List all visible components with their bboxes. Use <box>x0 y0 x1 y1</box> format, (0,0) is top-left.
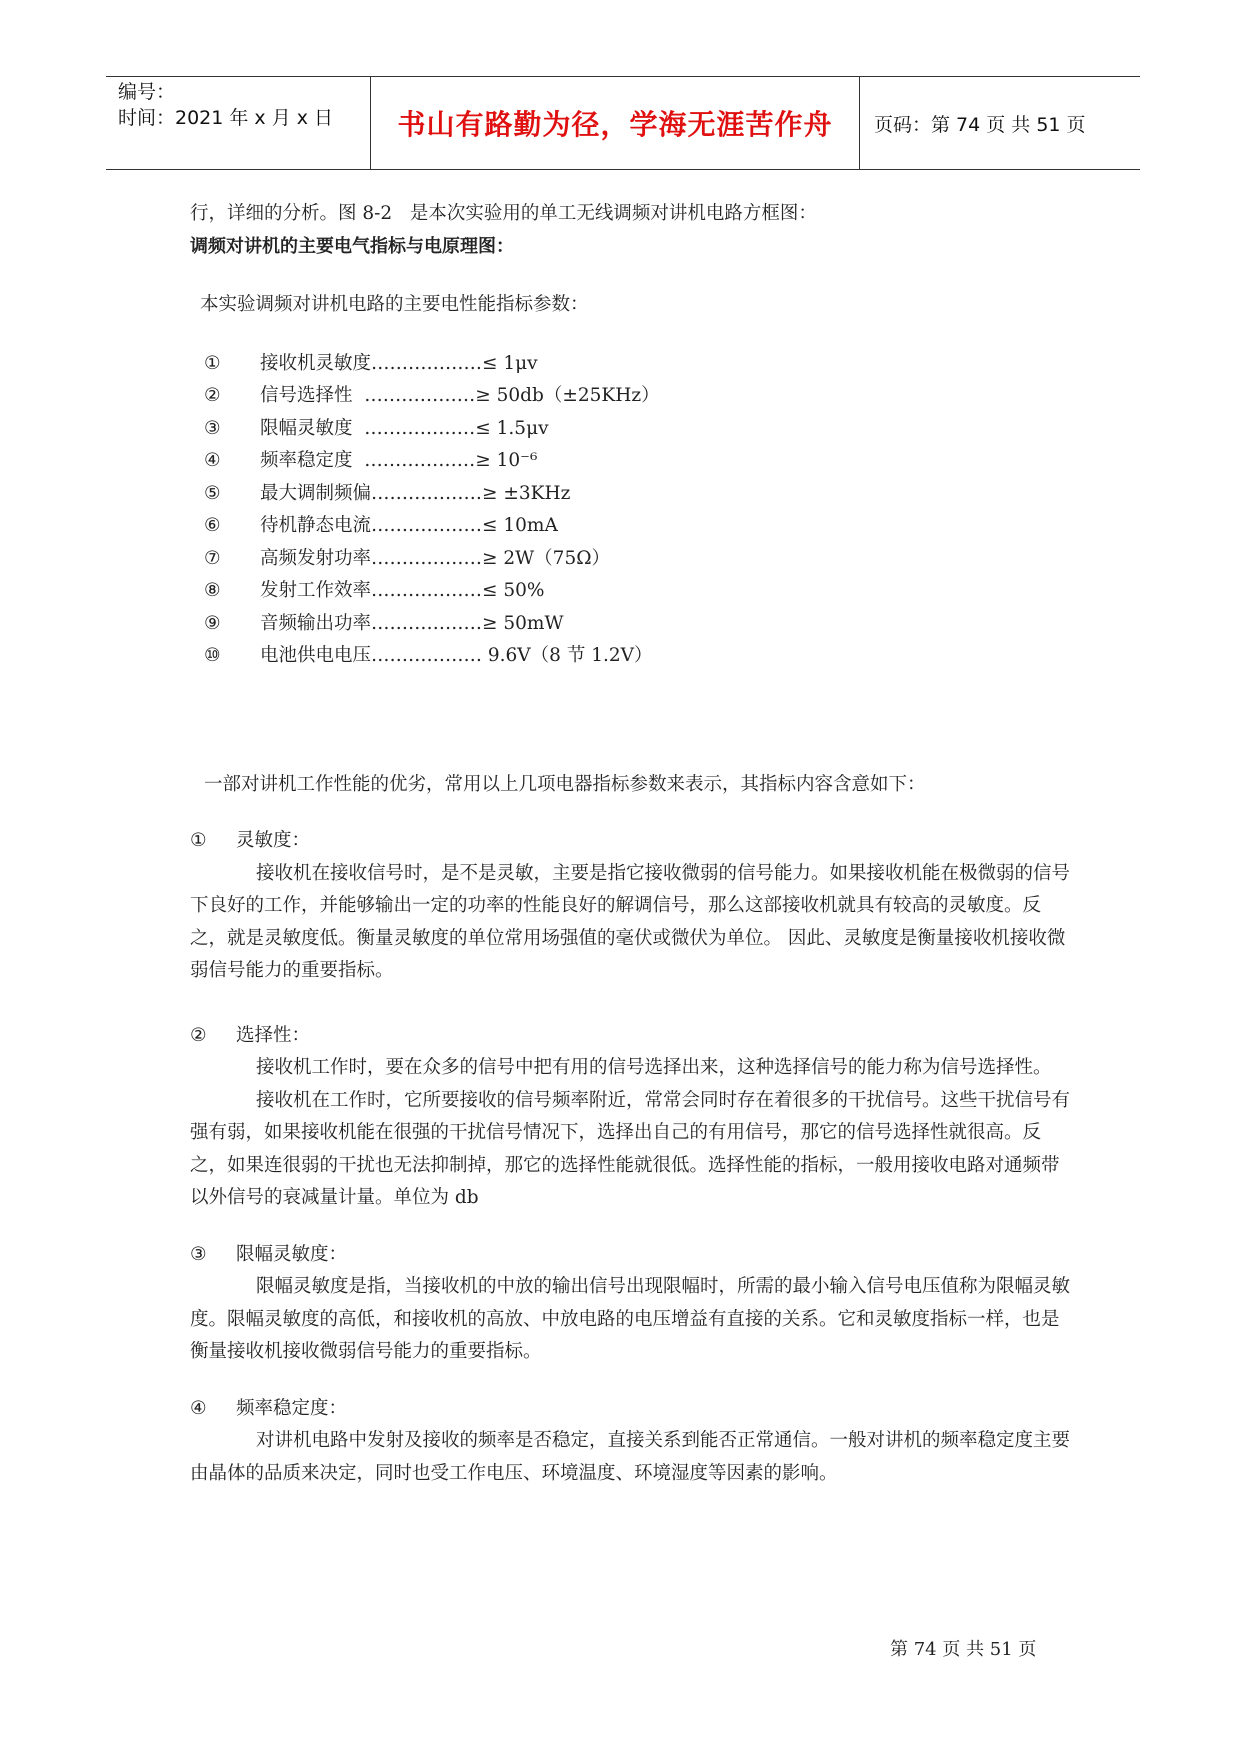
spec-text: 限幅灵敏度 ………………≤ 1.5μv <box>260 417 549 439</box>
spec-item <box>190 543 1070 576</box>
section-paragraph: 接收机在接收信号时，是不是灵敏，主要是指它接收微弱的信号能力。如果接收机能在极微弱的信号下良好的工作，并能够输出一定的功率的性能良好的解调信号，那么这部接收机就具有较高的灵敏度。反之，就是灵敏度低。衡量灵敏度的单位常用场强值的毫伏或微伏为单位。 因此、灵敏度是衡量接收机接收微弱信号能力的重要指标。 <box>190 862 1071 981</box>
overview-text: 一部对讲机工作性能的优劣，常用以上几项电器指标参数来表示，其指标内容含意如下： <box>204 773 926 795</box>
header-page-number: 页码：第 74 页 共 51 页 <box>874 113 1086 136</box>
spec-item <box>190 608 1070 641</box>
spec-intro: 本实验调频对讲机电路的主要电性能指标参数： <box>200 294 589 315</box>
spec-number: ③ <box>204 417 221 439</box>
spec-text: 电池供电电压……………… 9.6V（8 节 1.2V） <box>260 645 653 666</box>
section-sensitivity <box>190 825 1070 988</box>
section-number: ① <box>190 830 207 851</box>
section-heading <box>190 1393 1070 1426</box>
spec-number: ① <box>204 352 221 374</box>
intro-line: 行，详细的分析。图 8-2 是本次实验用的单工无线调频对讲机电路方框图： <box>190 203 817 224</box>
spec-number: ④ <box>204 450 221 471</box>
spec-item <box>190 413 1070 446</box>
spec-item <box>190 478 1070 511</box>
spec-text: 信号选择性 ………………≥ 50db（±25KHz） <box>260 385 660 406</box>
section-limiting-sensitivity <box>190 1239 1070 1369</box>
page-footer: 第 74 页 共 51 页 <box>890 1639 1037 1660</box>
section-paragraph: 对讲机电路中发射及接收的频率是否稳定，直接关系到能否正常通信。一般对讲机的频率稳定度主要由晶体的品质来决定，同时也受工作电压、环境温度、环境湿度等因素的影响。 <box>190 1430 1071 1484</box>
spec-number: ② <box>204 385 221 406</box>
section-paragraph: 接收机工作时，要在众多的信号中把有用的信号选择出来，这种选择信号的能力称为信号选择性。 <box>256 1057 1052 1078</box>
header-serial: 编号： <box>118 81 176 103</box>
spec-item <box>190 510 1070 543</box>
spec-item <box>190 445 1070 478</box>
spec-number: ⑤ <box>204 482 221 504</box>
section-title: 灵敏度： <box>236 830 311 851</box>
spec-item <box>190 348 1070 381</box>
section-selectivity <box>190 1020 1070 1215</box>
spec-number: ⑧ <box>204 580 221 601</box>
section-title: 限幅灵敏度： <box>236 1243 348 1265</box>
spec-text: 高频发射功率………………≥ 2W（75Ω） <box>260 547 611 569</box>
spec-text: 最大调制频偏………………≥ ±3KHz <box>260 482 571 504</box>
page-header <box>106 76 1140 170</box>
section-number: ④ <box>190 1397 207 1419</box>
section-heading <box>190 1020 1070 1053</box>
spec-number: ⑨ <box>204 612 221 634</box>
header-motto: 书山有路勤为径，学海无涯苦作舟 <box>371 77 860 169</box>
spec-text: 音频输出功率………………≥ 50mW <box>260 612 564 634</box>
spec-number: ⑩ <box>204 645 221 666</box>
spec-item <box>190 575 1070 608</box>
subheading: 调频对讲机的主要电气指标与电原理图： <box>190 235 514 257</box>
spec-text: 接收机灵敏度………………≤ 1μv <box>260 352 538 374</box>
document-body <box>190 198 1070 1490</box>
section-title: 选择性： <box>236 1024 311 1046</box>
section-title: 频率稳定度： <box>236 1397 348 1419</box>
spec-text: 发射工作效率………………≤ 50% <box>260 580 545 601</box>
header-meta <box>106 77 371 169</box>
spec-number: ⑦ <box>204 547 221 569</box>
header-date: 时间：2021 年 x 月 x 日 <box>118 107 334 129</box>
section-heading <box>190 825 1070 858</box>
spec-text: 频率稳定度 ………………≥ 10⁻⁶ <box>260 450 538 471</box>
spec-item <box>190 640 1070 673</box>
section-paragraph: 接收机在工作时，它所要接收的信号频率附近，常常会同时存在着很多的干扰信号。这些干扰信号有强有弱，如果接收机能在很强的干扰信号情况下，选择出自己的有用信号，那它的信号选择性就很高。反之，如果连很弱的干扰也无法抑制掉，那它的选择性能就很低。选择性能的指标，一般用接收电路对通频带以外信号的衰减量计量。单位为 db <box>190 1089 1071 1208</box>
section-number: ③ <box>190 1243 207 1265</box>
spec-number: ⑥ <box>204 515 221 536</box>
spec-list <box>190 348 1070 673</box>
section-paragraph: 限幅灵敏度是指，当接收机的中放的输出信号出现限幅时，所需的最小输入信号电压值称为限幅灵敏度。限幅灵敏度的高低，和接收机的高放、中放电路的电压增益有直接的关系。它和灵敏度指标一样，也是衡量接收机接收微弱信号能力的重要指标。 <box>190 1276 1071 1362</box>
section-heading <box>190 1239 1070 1272</box>
spec-item <box>190 380 1070 413</box>
section-number: ② <box>190 1024 207 1046</box>
section-frequency-stability <box>190 1393 1070 1491</box>
spec-text: 待机静态电流………………≤ 10mA <box>260 515 558 536</box>
